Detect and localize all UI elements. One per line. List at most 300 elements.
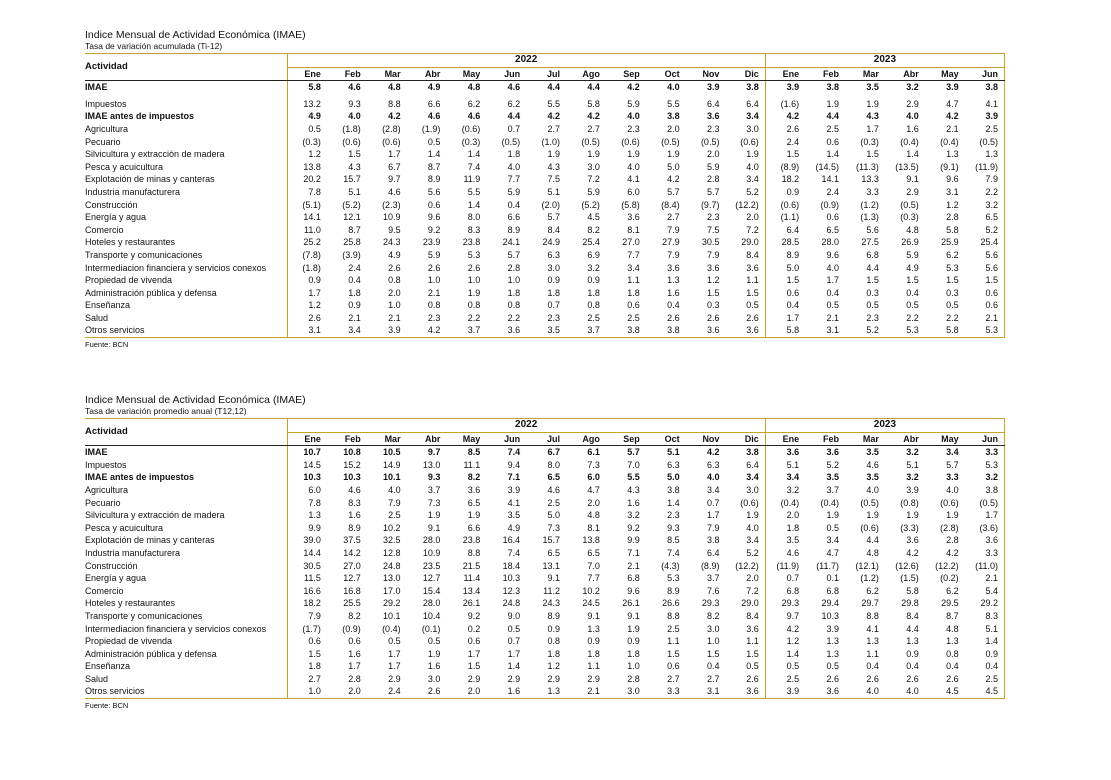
value-cell: 4.6 bbox=[547, 484, 561, 495]
value-cell: 6.5 bbox=[467, 497, 481, 508]
value-cell: 24.5 bbox=[582, 598, 600, 609]
value-cell: 5.1 bbox=[965, 623, 1005, 636]
value-cell: 0.4 bbox=[826, 287, 840, 298]
month-header: Abr bbox=[885, 432, 925, 446]
value-cell: 1.1 bbox=[746, 275, 759, 286]
value-cell: 7.4 bbox=[507, 447, 521, 458]
value-cell: 5.7 bbox=[507, 249, 521, 260]
value-cell: 6.0 bbox=[587, 472, 600, 483]
value-cell: 5.3 bbox=[467, 249, 481, 260]
value-cell: (0.8) bbox=[900, 497, 919, 508]
row-label: Impuestos bbox=[85, 98, 127, 109]
row-label: Construcción bbox=[85, 199, 138, 210]
value-cell: 2.9 bbox=[547, 673, 561, 684]
value-cell: 1.4 bbox=[467, 149, 481, 160]
value-cell: 13.8 bbox=[287, 161, 327, 174]
value-cell: 2.6 bbox=[765, 123, 805, 136]
month-header: Abr bbox=[885, 67, 925, 81]
row-label: Hoteles y restaurantes bbox=[85, 598, 176, 609]
row-label: Intermediacion financiera y servicios conexos bbox=[85, 262, 267, 273]
value-cell: 1.7 bbox=[467, 648, 481, 659]
value-cell: (11.7) bbox=[816, 560, 840, 571]
value-cell: 4.8 bbox=[946, 623, 959, 634]
month-header: Dic bbox=[725, 67, 765, 81]
value-cell: 25.5 bbox=[343, 598, 361, 609]
value-cell: 3.8 bbox=[667, 484, 680, 495]
value-cell: 2.6 bbox=[866, 673, 879, 684]
value-cell: 8.9 bbox=[507, 224, 521, 235]
value-cell: 2.6 bbox=[388, 262, 401, 273]
row-label: Intermediacion financiera y servicios conexos bbox=[85, 623, 267, 634]
value-cell: 7.6 bbox=[706, 585, 720, 596]
table-row bbox=[85, 685, 1005, 698]
value-cell: 6.4 bbox=[746, 459, 759, 470]
value-cell: 1.9 bbox=[826, 510, 840, 521]
value-cell: 23.8 bbox=[462, 535, 481, 546]
value-cell: 3.3 bbox=[646, 685, 686, 698]
value-cell: 0.5 bbox=[746, 661, 759, 672]
value-cell: 8.3 bbox=[965, 610, 1005, 623]
imae-accumulated-table bbox=[85, 53, 1005, 338]
value-cell: 5.9 bbox=[706, 161, 720, 172]
table-row bbox=[85, 136, 1005, 149]
value-cell: 1.9 bbox=[587, 149, 600, 160]
value-cell: 6.7 bbox=[547, 447, 561, 458]
value-cell: 7.1 bbox=[627, 547, 640, 558]
value-cell: 1.5 bbox=[746, 287, 759, 298]
value-cell: 2.1 bbox=[388, 312, 401, 323]
value-cell: 8.7 bbox=[946, 610, 959, 621]
value-cell: 1.5 bbox=[965, 274, 1005, 287]
value-cell: 4.4 bbox=[906, 623, 919, 634]
row-label: Industria manufacturera bbox=[85, 186, 181, 197]
table-row bbox=[85, 471, 1005, 484]
value-cell: 0.8 bbox=[547, 636, 561, 647]
value-cell: 0.6 bbox=[826, 212, 840, 223]
month-header: Sep bbox=[606, 67, 646, 81]
row-label: Otros servicios bbox=[85, 685, 287, 698]
value-cell: 29.2 bbox=[965, 597, 1005, 610]
value-cell: 0.6 bbox=[826, 136, 840, 147]
value-cell: 0.6 bbox=[965, 287, 1005, 300]
value-cell: 3.6 bbox=[826, 447, 840, 458]
value-cell: 16.4 bbox=[502, 535, 521, 546]
value-cell: 37.5 bbox=[343, 535, 361, 546]
value-cell: 3.5 bbox=[526, 324, 566, 337]
value-cell: 29.4 bbox=[821, 598, 840, 609]
value-cell: 8.5 bbox=[667, 535, 680, 546]
value-cell: 3.4 bbox=[706, 484, 720, 495]
value-cell: 3.7 bbox=[826, 484, 840, 495]
value-cell: 1.6 bbox=[427, 661, 441, 672]
month-header: Ene bbox=[287, 67, 327, 81]
value-cell: 5.8 bbox=[287, 81, 327, 94]
value-cell: 8.1 bbox=[627, 224, 640, 235]
value-cell: 9.2 bbox=[467, 610, 481, 621]
value-cell: 1.3 bbox=[526, 685, 566, 698]
value-cell: 3.6 bbox=[706, 111, 720, 122]
value-cell: 10.1 bbox=[383, 472, 401, 483]
value-cell: (0.3) bbox=[461, 136, 481, 147]
value-cell: (9.1) bbox=[940, 161, 959, 172]
value-cell: 4.5 bbox=[965, 685, 1005, 698]
value-cell: 1.4 bbox=[667, 497, 680, 508]
value-cell: (0.6) bbox=[461, 123, 481, 134]
value-cell: 3.9 bbox=[507, 484, 521, 495]
value-cell: 7.3 bbox=[427, 497, 441, 508]
row-label: IMAE bbox=[85, 447, 108, 458]
value-cell: 5.1 bbox=[348, 186, 361, 197]
value-cell: 6.5 bbox=[965, 211, 1005, 224]
table-row bbox=[85, 610, 1005, 623]
value-cell: 4.2 bbox=[388, 111, 401, 122]
month-header: Jun bbox=[486, 67, 526, 81]
value-cell: 7.9 bbox=[667, 224, 680, 235]
value-cell: 28.5 bbox=[765, 236, 805, 249]
value-cell: 15.7 bbox=[542, 535, 561, 546]
value-cell: 0.3 bbox=[866, 287, 879, 298]
value-cell: 17.0 bbox=[383, 585, 401, 596]
value-cell: 2.8 bbox=[348, 673, 361, 684]
value-cell: 1.5 bbox=[906, 275, 919, 286]
value-cell: 23.8 bbox=[462, 237, 481, 248]
value-cell: 4.9 bbox=[427, 82, 441, 93]
value-cell: 2.5 bbox=[965, 673, 1005, 686]
value-cell: 4.0 bbox=[348, 111, 361, 122]
value-cell: 1.4 bbox=[467, 199, 481, 210]
value-cell: (0.5) bbox=[581, 136, 600, 147]
value-cell: 2.7 bbox=[667, 212, 680, 223]
value-cell: 0.9 bbox=[587, 636, 600, 647]
value-cell: 8.4 bbox=[746, 610, 759, 621]
value-cell: (0.6) bbox=[740, 136, 759, 147]
value-cell: 1.1 bbox=[587, 661, 600, 672]
value-cell: 10.2 bbox=[383, 522, 401, 533]
value-cell: 29.5 bbox=[941, 598, 959, 609]
value-cell: 5.1 bbox=[906, 459, 919, 470]
value-cell: 29.0 bbox=[741, 598, 759, 609]
value-cell: (0.9) bbox=[342, 623, 361, 634]
value-cell: 2.6 bbox=[407, 685, 447, 698]
value-cell: 1.0 bbox=[287, 685, 327, 698]
table-row bbox=[85, 547, 1005, 560]
table-subtitle: Tasa de variación promedio anual (T12,12) bbox=[85, 406, 247, 416]
value-cell: 2.6 bbox=[826, 673, 840, 684]
value-cell: 3.9 bbox=[965, 110, 1005, 123]
value-cell: 3.0 bbox=[547, 262, 561, 273]
value-cell: 2.7 bbox=[706, 673, 720, 684]
value-cell: 3.6 bbox=[965, 534, 1005, 547]
value-cell: 1.9 bbox=[627, 623, 640, 634]
value-cell: 3.6 bbox=[486, 324, 526, 337]
value-cell: 1.0 bbox=[627, 661, 640, 672]
value-cell: 8.1 bbox=[587, 522, 600, 533]
value-cell: 3.5 bbox=[866, 82, 879, 93]
value-cell: (11.0) bbox=[965, 560, 1005, 573]
value-cell: 2.6 bbox=[946, 673, 959, 684]
value-cell: 0.9 bbox=[765, 186, 805, 199]
table-row bbox=[85, 186, 1005, 199]
value-cell: 28.0 bbox=[821, 237, 840, 248]
value-cell: 2.9 bbox=[507, 673, 521, 684]
value-cell: 2.6 bbox=[667, 312, 680, 323]
value-cell: 3.9 bbox=[765, 685, 805, 698]
value-cell: (0.3) bbox=[860, 136, 879, 147]
value-cell: 5.3 bbox=[667, 573, 680, 584]
value-cell: 1.0 bbox=[467, 275, 481, 286]
value-cell: 4.6 bbox=[388, 186, 401, 197]
value-cell: 28.0 bbox=[422, 535, 441, 546]
value-cell: 0.3 bbox=[946, 287, 959, 298]
value-cell: 1.7 bbox=[866, 123, 879, 134]
value-cell: 7.1 bbox=[507, 472, 521, 483]
value-cell: 7.9 bbox=[706, 249, 720, 260]
value-cell: 4.7 bbox=[826, 547, 840, 558]
value-cell: (0.4) bbox=[382, 623, 401, 634]
table-row bbox=[85, 312, 1005, 325]
value-cell: 4.9 bbox=[906, 262, 919, 273]
value-cell: 3.4 bbox=[765, 471, 805, 484]
value-cell: 1.9 bbox=[467, 287, 481, 298]
row-label: Pecuario bbox=[85, 497, 121, 508]
row-label: Explotación de minas y canteras bbox=[85, 174, 215, 185]
value-cell: 1.8 bbox=[547, 287, 561, 298]
value-cell: (2.8) bbox=[382, 123, 401, 134]
value-cell: 2.2 bbox=[965, 186, 1005, 199]
value-cell: 3.6 bbox=[706, 262, 720, 273]
value-cell: 1.9 bbox=[467, 510, 481, 521]
value-cell: 0.8 bbox=[507, 300, 521, 311]
table-row bbox=[85, 236, 1005, 249]
table-title: Indice Mensual de Actividad Económica (IMAE) bbox=[85, 29, 306, 41]
value-cell: 8.8 bbox=[467, 547, 481, 558]
value-cell: 2.5 bbox=[965, 123, 1005, 136]
value-cell: 12.1 bbox=[343, 212, 361, 223]
value-cell: 3.2 bbox=[906, 447, 919, 458]
value-cell: 7.2 bbox=[746, 224, 759, 235]
value-cell: 5.2 bbox=[746, 547, 759, 558]
value-cell: 1.6 bbox=[627, 497, 640, 508]
value-cell: 3.9 bbox=[706, 82, 720, 93]
value-cell: 2.5 bbox=[547, 497, 561, 508]
value-cell: 5.7 bbox=[706, 186, 720, 197]
value-cell: 8.0 bbox=[467, 212, 481, 223]
value-cell: 0.5 bbox=[287, 123, 327, 136]
value-cell: 4.1 bbox=[507, 497, 521, 508]
value-cell: 1.3 bbox=[906, 636, 919, 647]
value-cell: 1.9 bbox=[906, 510, 919, 521]
value-cell: 14.1 bbox=[287, 211, 327, 224]
value-cell: 2.8 bbox=[507, 262, 521, 273]
value-cell: 24.1 bbox=[502, 237, 521, 248]
value-cell: 1.7 bbox=[287, 287, 327, 300]
value-cell: 2.3 bbox=[627, 123, 640, 134]
value-cell: 14.2 bbox=[343, 547, 361, 558]
value-cell: 16.6 bbox=[287, 585, 327, 598]
value-cell: 6.3 bbox=[667, 459, 680, 470]
value-cell: 0.2 bbox=[467, 623, 481, 634]
value-cell: 3.7 bbox=[706, 573, 720, 584]
value-cell: 6.6 bbox=[467, 522, 481, 533]
value-cell: 2.8 bbox=[946, 212, 959, 223]
table-row bbox=[85, 211, 1005, 224]
value-cell: 24.3 bbox=[383, 237, 401, 248]
value-cell: 3.4 bbox=[746, 472, 759, 483]
value-cell: 1.8 bbox=[547, 648, 561, 659]
value-cell: 10.3 bbox=[502, 573, 521, 584]
value-cell: (5.2) bbox=[581, 199, 600, 210]
value-cell: 29.7 bbox=[861, 598, 879, 609]
value-cell: 9.6 bbox=[946, 174, 959, 185]
value-cell: 3.8 bbox=[746, 447, 759, 458]
value-cell: 30.5 bbox=[287, 560, 327, 573]
value-cell: 3.5 bbox=[507, 510, 521, 521]
value-cell: 1.8 bbox=[348, 287, 361, 298]
value-cell: 1.8 bbox=[587, 287, 600, 298]
value-cell: 0.4 bbox=[965, 660, 1005, 673]
value-cell: 26.1 bbox=[462, 598, 481, 609]
value-cell: 18.2 bbox=[287, 597, 327, 610]
value-cell: 2.5 bbox=[587, 312, 600, 323]
value-cell: 27.5 bbox=[861, 237, 879, 248]
value-cell: 0.5 bbox=[826, 522, 840, 533]
value-cell: 1.9 bbox=[866, 98, 879, 109]
month-header: Feb bbox=[805, 67, 845, 81]
value-cell: 3.6 bbox=[467, 484, 481, 495]
value-cell: 0.5 bbox=[765, 660, 805, 673]
value-cell: 9.3 bbox=[427, 472, 441, 483]
value-cell: 5.8 bbox=[925, 324, 965, 337]
value-cell: 3.0 bbox=[427, 673, 441, 684]
value-cell: 1.4 bbox=[906, 149, 919, 160]
value-cell: 18.2 bbox=[765, 173, 805, 186]
value-cell: 4.1 bbox=[627, 174, 640, 185]
value-cell: 1.8 bbox=[507, 287, 521, 298]
value-cell: 9.7 bbox=[427, 447, 441, 458]
value-cell: 3.0 bbox=[746, 484, 759, 495]
value-cell: 5.2 bbox=[845, 324, 885, 337]
table-row bbox=[85, 173, 1005, 186]
value-cell: 3.1 bbox=[287, 324, 327, 337]
value-cell: 3.6 bbox=[746, 623, 759, 634]
value-cell: 2.7 bbox=[287, 673, 327, 686]
value-cell: (0.2) bbox=[940, 573, 959, 584]
month-header: Abr bbox=[407, 432, 447, 446]
value-cell: 7.9 bbox=[287, 610, 327, 623]
activity-header: Actividad bbox=[85, 54, 287, 81]
value-cell: 3.6 bbox=[765, 446, 805, 459]
value-cell: 6.3 bbox=[547, 249, 561, 260]
value-cell: 8.2 bbox=[587, 224, 600, 235]
value-cell: 7.9 bbox=[965, 173, 1005, 186]
value-cell: (0.6) bbox=[940, 497, 959, 508]
value-cell: 3.8 bbox=[606, 324, 646, 337]
value-cell: 25.4 bbox=[582, 237, 600, 248]
value-cell: (0.4) bbox=[940, 136, 959, 147]
value-cell: 2.4 bbox=[367, 685, 407, 698]
table-row bbox=[85, 249, 1005, 262]
value-cell: 27.0 bbox=[622, 237, 640, 248]
value-cell: 3.4 bbox=[746, 174, 759, 185]
value-cell: 3.4 bbox=[826, 535, 840, 546]
value-cell: 3.2 bbox=[965, 471, 1005, 484]
value-cell: 9.5 bbox=[388, 224, 401, 235]
value-cell: 1.2 bbox=[765, 635, 805, 648]
value-cell: 7.7 bbox=[627, 249, 640, 260]
value-cell: 2.1 bbox=[946, 123, 959, 134]
value-cell: 3.4 bbox=[327, 324, 367, 337]
value-cell: 2.6 bbox=[906, 673, 919, 684]
value-cell: 2.8 bbox=[706, 174, 720, 185]
value-cell: 1.9 bbox=[627, 149, 640, 160]
value-cell: 5.4 bbox=[965, 585, 1005, 598]
value-cell: 9.6 bbox=[627, 585, 640, 596]
value-cell: 3.8 bbox=[646, 324, 686, 337]
value-cell: 3.2 bbox=[906, 82, 919, 93]
value-cell: 0.3 bbox=[706, 300, 720, 311]
row-label: Comercio bbox=[85, 224, 124, 235]
value-cell: 6.6 bbox=[427, 98, 441, 109]
value-cell: 11.1 bbox=[463, 459, 481, 470]
value-cell: 10.8 bbox=[343, 447, 361, 458]
value-cell: 4.4 bbox=[507, 111, 521, 122]
value-cell: (2.8) bbox=[940, 522, 959, 533]
value-cell: 1.7 bbox=[826, 275, 840, 286]
value-cell: 4.6 bbox=[765, 547, 805, 560]
value-cell: 0.5 bbox=[866, 300, 879, 311]
value-cell: 4.2 bbox=[946, 111, 959, 122]
value-cell: 11.0 bbox=[287, 224, 327, 237]
value-cell: 9.3 bbox=[667, 522, 680, 533]
value-cell: 9.1 bbox=[906, 174, 919, 185]
value-cell: 4.7 bbox=[587, 484, 600, 495]
value-cell: 3.9 bbox=[765, 81, 805, 94]
value-cell: (4.3) bbox=[661, 560, 680, 571]
value-cell: 4.1 bbox=[965, 98, 1005, 111]
value-cell: 2.3 bbox=[547, 312, 561, 323]
value-cell: 1.6 bbox=[348, 648, 361, 659]
value-cell: 26.9 bbox=[901, 237, 919, 248]
row-label: Pesca y acuicultura bbox=[85, 522, 164, 533]
value-cell: 11.2 bbox=[543, 585, 561, 596]
value-cell: 20.2 bbox=[287, 173, 327, 186]
value-cell: 4.3 bbox=[348, 161, 361, 172]
value-cell: 4.0 bbox=[866, 484, 879, 495]
value-cell: 2.1 bbox=[348, 312, 361, 323]
value-cell: 0.5 bbox=[388, 636, 401, 647]
value-cell: 1.6 bbox=[906, 123, 919, 134]
month-header: May bbox=[925, 432, 965, 446]
value-cell: (0.1) bbox=[421, 623, 441, 634]
value-cell: 2.4 bbox=[826, 186, 840, 197]
value-cell: 1.5 bbox=[706, 648, 720, 659]
value-cell: 10.9 bbox=[422, 547, 441, 558]
value-cell: 26.1 bbox=[622, 598, 640, 609]
value-cell: 3.6 bbox=[667, 262, 680, 273]
value-cell: 5.1 bbox=[765, 459, 805, 472]
value-cell: 4.0 bbox=[627, 111, 640, 122]
value-cell: 1.2 bbox=[946, 199, 959, 210]
value-cell: 1.2 bbox=[547, 661, 561, 672]
value-cell: 1.1 bbox=[746, 636, 759, 647]
value-cell: 0.7 bbox=[765, 572, 805, 585]
value-cell: 2.6 bbox=[427, 262, 441, 273]
month-header: Sep bbox=[606, 432, 646, 446]
table-row bbox=[85, 161, 1005, 174]
value-cell: 30.5 bbox=[701, 237, 720, 248]
value-cell: 4.0 bbox=[627, 161, 640, 172]
value-cell: 2.0 bbox=[765, 509, 805, 522]
